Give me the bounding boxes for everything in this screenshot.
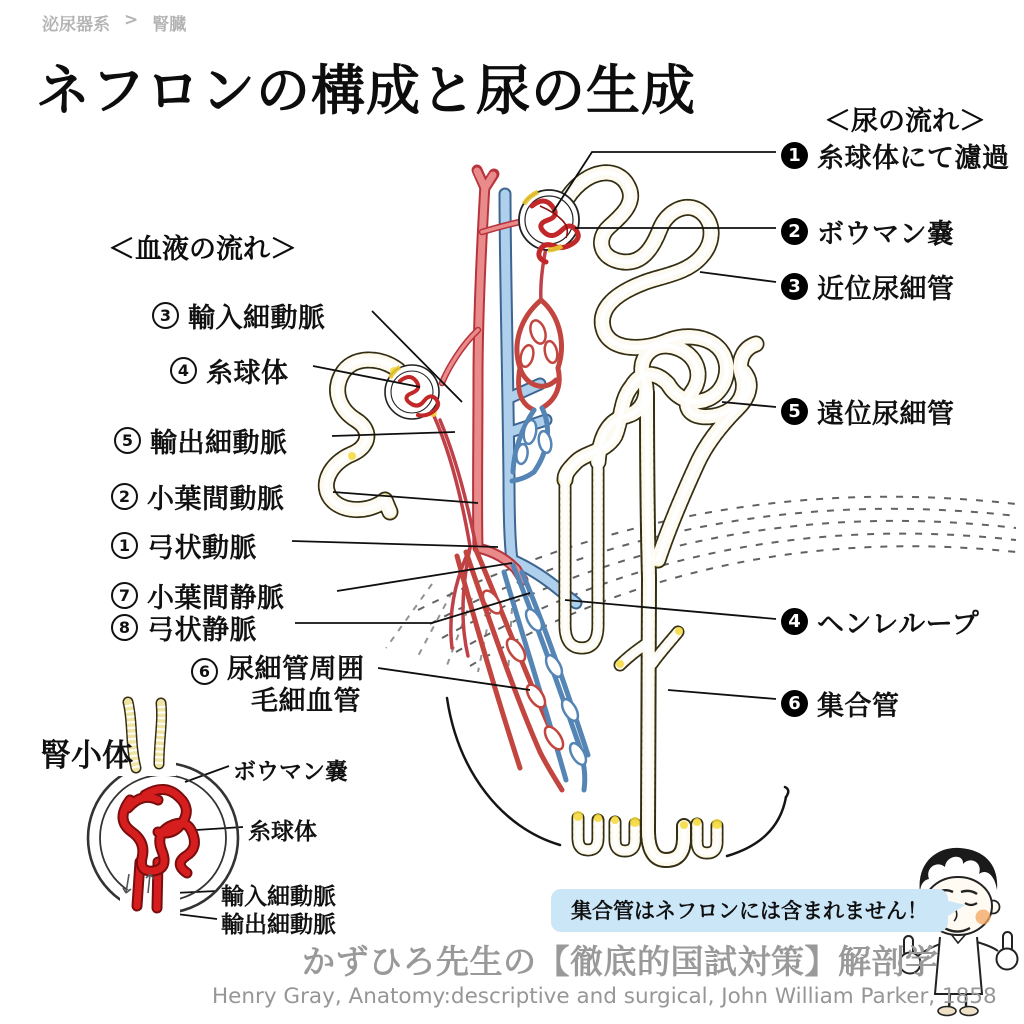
urine-step-6: 6 集合管 — [781, 684, 900, 723]
blood-step-2: 2 小葉間動脈 — [111, 477, 285, 516]
blood-step-1: 1 弓状動脈 — [111, 526, 257, 565]
blood-step-4: 4 糸球体 — [170, 351, 289, 390]
breadcrumb-separator: > — [124, 10, 139, 30]
breadcrumb-current: 腎臓 — [152, 15, 187, 35]
breadcrumb-section: 泌尿器系 — [42, 15, 110, 35]
glomerulus-1 — [519, 190, 579, 262]
blood-flow-heading: ＜血液の流れ＞ — [108, 234, 297, 265]
inset-label-capsule: ボウマン嚢 — [233, 759, 348, 785]
urine-step-4: 4 ヘンレループ — [781, 602, 979, 641]
footer-citation: Henry Gray, Anatomy:descriptive and surgical, John William Parker, 1858 — [212, 984, 997, 1009]
blood-step-3: 3 輸入細動脈 — [152, 296, 326, 335]
step-6-badge: 6 — [781, 690, 808, 717]
callout-text: 集合管はネフロンには含まれません！ — [571, 899, 928, 923]
blood-4-badge: 4 — [170, 357, 197, 384]
blood-6-badge: 6 — [191, 658, 218, 685]
inset-label-efferent: 輸出細動脈 — [221, 912, 336, 938]
blood-5-badge: 5 — [114, 427, 141, 454]
urine-step-5: 5 遠位尿細管 — [781, 392, 955, 431]
blood-8-badge: 8 — [111, 614, 138, 641]
blood-step-8: 8 弓状静脈 — [111, 608, 257, 647]
urine-step-3: 3 近位尿細管 — [781, 267, 955, 306]
step-3-badge: 3 — [781, 273, 808, 300]
urine-step-1: 1 糸球体にて濾過 — [781, 136, 1010, 175]
breadcrumb — [42, 10, 186, 35]
footer-brand: かずひろ先生の【徹底的国試対策】解剖学 — [302, 942, 939, 981]
yellow-highlights — [348, 195, 722, 829]
callout-bubble — [551, 889, 948, 932]
blood-7-badge: 7 — [111, 582, 138, 609]
inset-label-glomerulus: 糸球体 — [248, 819, 317, 845]
blood-1-badge: 1 — [111, 532, 138, 559]
step-4-badge: 4 — [781, 608, 808, 635]
blood-3-badge: 3 — [152, 302, 179, 329]
blood-2-badge: 2 — [111, 483, 138, 510]
blood-step-6: 6 尿細管周囲 毛細血管 — [191, 654, 365, 718]
blood-step-7: 7 小葉間静脈 — [111, 576, 285, 615]
step-1-badge: 1 — [781, 142, 808, 169]
urine-flow-heading: ＜尿の流れ＞ — [824, 106, 986, 137]
bubble-tail-icon — [945, 900, 965, 918]
step-5-badge: 5 — [781, 398, 808, 425]
urine-step-2: 2 ボウマン嚢 — [781, 212, 955, 251]
glomerulus-2 — [385, 365, 439, 419]
inset-title: 腎小体 — [40, 738, 133, 774]
page-title: ネフロンの構成と尿の生成 — [36, 59, 696, 122]
blood-step-5: 5 輸出細動脈 — [114, 421, 288, 460]
step-2-badge: 2 — [781, 218, 808, 245]
inset-label-afferent: 輸入細動脈 — [221, 884, 336, 910]
